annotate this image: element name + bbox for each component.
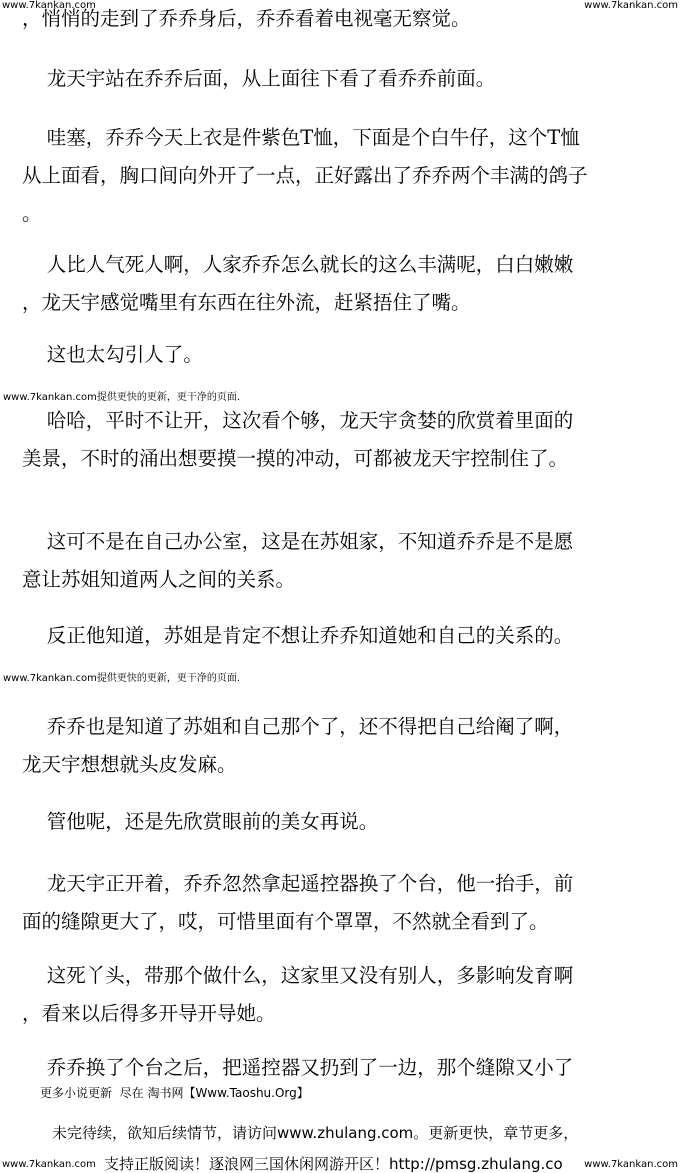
paragraph-10: 管他呢，还是先欣赏眼前的美女再说。 [22,810,379,833]
ad-banner-1: www.7kankan.com提供更快的更新，更干净的页面. [3,392,241,403]
footer-site-right: www.7kankan.com [584,1159,678,1170]
footer-continue-notice: 未完待续，欲知后续情节，请访问www.zhulang.com。更新更快，章节更多， [52,1124,579,1142]
paragraph-3: 哇塞，乔乔今天上衣是件紫色T恤，下面是个白牛仔，这个T恤 从上面看，胸口间向外开了一点，正好露出了乔乔两个丰满的鸽子 。 [22,126,588,225]
paragraph-9: 乔乔也是知道了苏姐和自己那个了，还不得把自己给阉了啊， 龙天宇想想就头皮发麻。 [22,715,574,776]
paragraph-12: 这死丫头，带那个做什么，这家里又没有别人，多影响发育啊 ，看来以后得多开导开导她。 [22,964,574,1025]
paragraph-11: 龙天宇正开着，乔乔忽然拿起遥控器换了个台，他一抬手，前 面的缝隙更大了，哎，可惜里面有个罩罩，不然就全看到了。 [22,872,574,933]
ad-banner-2: www.7kankan.com提供更快的更新，更干净的页面. [3,673,241,684]
footer-more-novels: 更多小说更新 尽在 淘书网【Www.Taoshu.Org】 [40,1086,309,1100]
paragraph-13: 乔乔换了个台之后，把遥控器又扔到了一边，那个缝隙又小了 [22,1056,574,1079]
site-header-right: www.7kankan.com [584,0,678,11]
footer-site-left: www.7kankan.com [2,1159,96,1170]
paragraph-7: 这可不是在自己办公室，这是在苏姐家，不知道乔乔是不是愿 意让苏姐知道两人之间的关系。 [22,530,574,591]
paragraph-4: 人比人气死人啊，人家乔乔怎么就长的这么丰满呢，白白嫩嫩 ，龙天宇感觉嘴里有东西在往外流，赶紧捂住了嘴。 [22,253,574,314]
paragraph-5: 这也太勾引人了。 [22,343,203,366]
footer-support-banner: 支持正版阅读！逐浪网三国休闲网游开区！http://pmsg.zhulang.co [104,1155,563,1173]
paragraph-2: 龙天宇站在乔乔后面，从上面往下看了看乔乔前面。 [22,67,496,90]
paragraph-8: 反正他知道，苏姐是肯定不想让乔乔知道她和自己的关系的。 [22,624,574,647]
paragraph-1: ，悄悄的走到了乔乔身后，乔乔看着电视毫无察觉。 [22,7,471,30]
paragraph-6: 哈哈，平时不让开，这次看个够，龙天宇贪婪的欣赏着里面的 美景，不时的涌出想要摸一摸的冲动，可都被龙天宇控制住了。 [22,409,574,470]
site-header-left: www.7kankan.com [2,0,96,11]
